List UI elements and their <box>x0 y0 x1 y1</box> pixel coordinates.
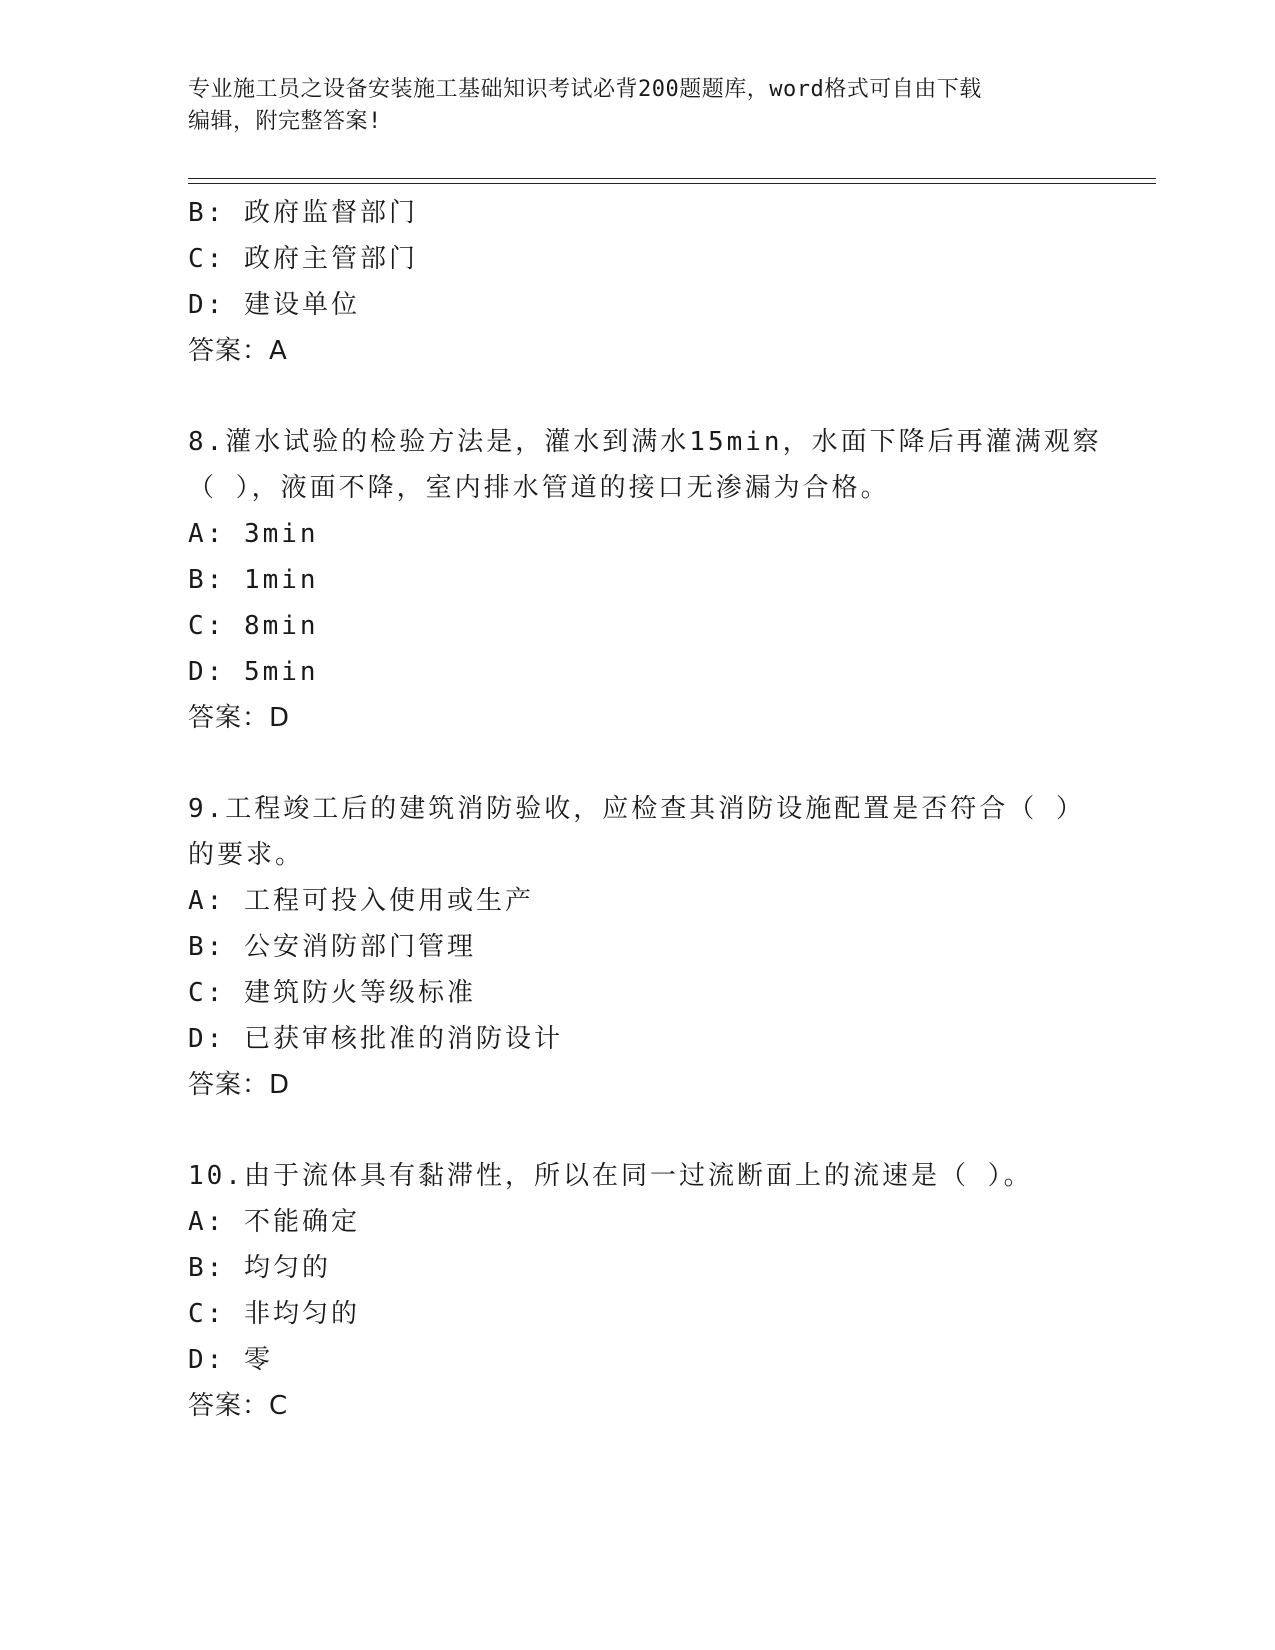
question-stem-line-2: 的要求。 <box>188 840 305 870</box>
option-c: C: 非均匀的 <box>188 1299 360 1329</box>
document-header <box>188 74 1068 138</box>
question-list <box>188 190 1148 1429</box>
answer-line: 答案：D <box>188 1070 291 1100</box>
answer-line: 答案：C <box>188 1391 289 1421</box>
option-c: C: 8min <box>188 611 319 641</box>
option-b: B: 政府监督部门 <box>188 198 418 228</box>
question-10 <box>188 1153 1148 1429</box>
spacer <box>188 1108 1148 1153</box>
header-divider-bottom <box>188 183 1156 184</box>
spacer <box>188 741 1148 786</box>
header-title-line-1: 专业施工员之设备安装施工基础知识考试必背200题题库，word格式可自由下载 <box>188 77 982 102</box>
question-9 <box>188 786 1148 1108</box>
option-c: C: 建筑防火等级标准 <box>188 978 476 1008</box>
option-d: D: 5min <box>188 657 319 687</box>
option-d: D: 建设单位 <box>188 290 360 320</box>
header-divider-top <box>188 178 1156 179</box>
question-stem-line-1: 10.由于流体具有黏滞性，所以在同一过流断面上的流速是（ ）。 <box>188 1161 1033 1191</box>
option-a: A: 3min <box>188 519 319 549</box>
option-d: D: 零 <box>188 1345 273 1375</box>
option-d: D: 已获审核批准的消防设计 <box>188 1024 563 1054</box>
option-b: B: 均匀的 <box>188 1253 331 1283</box>
answer-line: 答案：A <box>188 336 288 366</box>
question-stem-line-1: 9.工程竣工后的建筑消防验收，应检查其消防设施配置是否符合（ ） <box>188 794 1085 824</box>
option-a: A: 工程可投入使用或生产 <box>188 886 534 916</box>
answer-line: 答案：D <box>188 703 291 733</box>
question-7 <box>188 190 1148 374</box>
option-b: B: 公安消防部门管理 <box>188 932 476 962</box>
option-a: A: 不能确定 <box>188 1207 360 1237</box>
header-title-line-2: 编辑，附完整答案! <box>188 109 382 134</box>
option-b: B: 1min <box>188 565 319 595</box>
question-stem-line-2: （ ），液面不降，室内排水管道的接口无渗漏为合格。 <box>188 473 890 503</box>
question-stem-line-1: 8.灌水试验的检验方法是，灌水到满水15min，水面下降后再灌满观察 <box>188 427 1102 457</box>
option-c: C: 政府主管部门 <box>188 244 418 274</box>
spacer <box>188 374 1148 419</box>
question-8 <box>188 419 1148 741</box>
